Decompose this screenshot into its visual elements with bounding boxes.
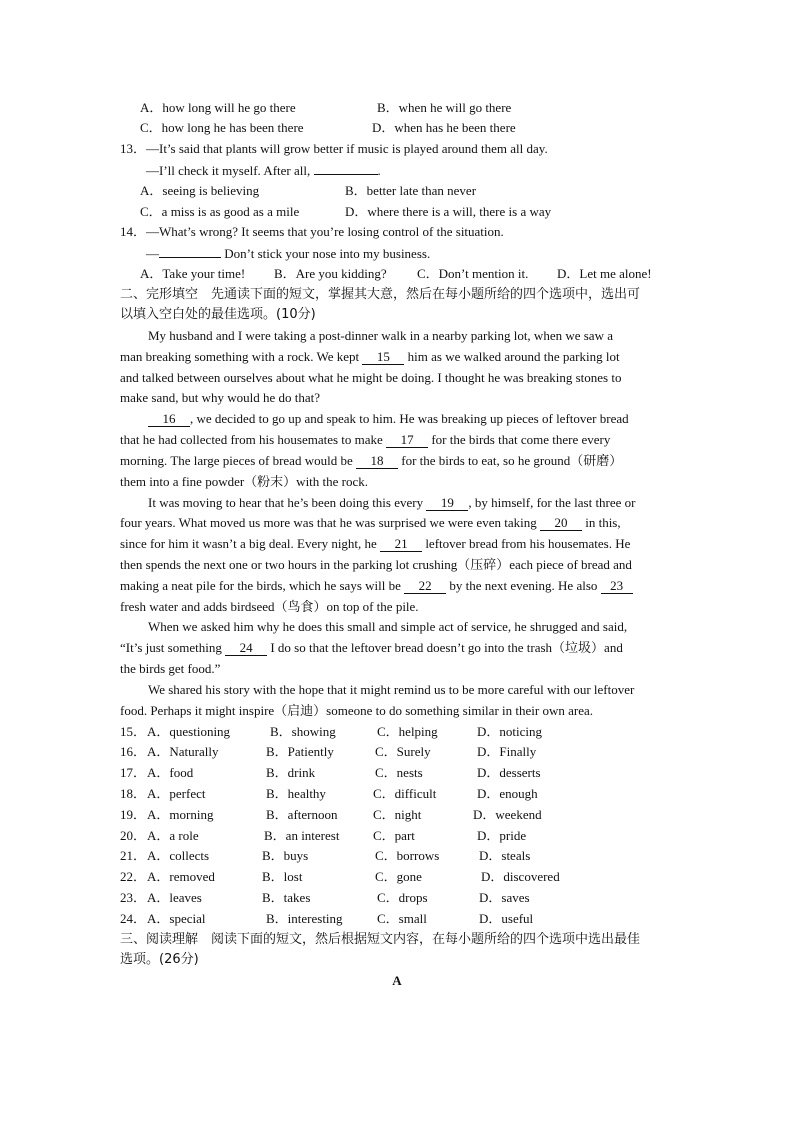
passage-text: We shared his story with the hope that it might remind us to be more careful with our leftover <box>148 682 635 697</box>
q13-options-row2 <box>120 201 680 222</box>
passage-text: in this, <box>581 515 621 530</box>
option-c: C．nests <box>375 765 423 780</box>
passage-text: making a neat pile for the birds, which he says will be <box>120 578 405 593</box>
option-d: D．weekend <box>473 807 542 822</box>
q13-answer-blank <box>314 159 378 175</box>
option-a: A．Naturally <box>147 744 219 759</box>
q13-reply-text: —I’ll check it myself. After all, <box>146 163 314 178</box>
options-row-21 <box>120 845 680 866</box>
passage-text: , we decided to go up and speak to him. He was breaking up pieces of leftover bread <box>190 411 629 426</box>
passage-text: I do so that the leftover bread doesn’t go into the trash（垃圾）and <box>267 640 623 655</box>
option-d: D．discovered <box>481 869 560 884</box>
passage-p2-line1 <box>120 408 680 429</box>
passage-text: , by himself, for the last three or <box>468 495 636 510</box>
q13-options-row1 <box>120 180 680 201</box>
q14-answer-blank <box>159 242 221 258</box>
option-d: D．saves <box>479 890 530 905</box>
option-a: A．leaves <box>147 890 202 905</box>
passage-p1-line2 <box>120 346 680 367</box>
option-b: B．showing <box>270 724 336 739</box>
passage-text: leftover bread from his housemates. He <box>422 536 631 551</box>
option-d: D．steals <box>479 848 531 863</box>
q14-option-b: B．Are you kidding? <box>274 266 387 281</box>
q12-option-c: C．how long he has been there <box>140 120 304 135</box>
q13-reply-end: . <box>377 163 381 178</box>
blank-18: 18 <box>356 453 398 469</box>
option-number: 17． <box>120 765 147 780</box>
option-c: C．difficult <box>373 786 437 801</box>
passage-text: since for him it wasn’t a big deal. Every night, he <box>120 536 381 551</box>
passage-text: for the birds that come there every <box>428 432 611 447</box>
section3-instruction-line1: 三、阅读理解 阅读下面的短文，然后根据短文内容，在每小题所给的四个选项中选出最佳 <box>120 932 641 947</box>
passage-a-heading: A <box>392 973 402 988</box>
passage-p1-line1 <box>120 325 680 346</box>
q14-reply <box>120 242 680 263</box>
q14-stem: 14．—What’s wrong? It seems that you’re losing control of the situation. <box>120 224 504 239</box>
q13-reply <box>120 159 680 180</box>
q13-option-d: D．where there is a will, there is a way <box>345 204 552 219</box>
q12-option-d: D．when has he been there <box>372 120 516 135</box>
option-number: 20． <box>120 828 147 843</box>
passage-text: My husband and I were taking a post-dinner walk in a nearby parking lot, when we saw a <box>148 328 613 343</box>
option-number: 18． <box>120 786 147 801</box>
q12-options-row2 <box>120 117 680 138</box>
option-d: D．enough <box>477 786 538 801</box>
q13-option-c: C．a miss is as good as a mile <box>140 204 300 219</box>
passage-p1-line4: make sand, but why would he do that? <box>120 390 321 405</box>
option-b: B．lost <box>262 869 303 884</box>
passage-p3-line3 <box>120 533 680 554</box>
q14-option-c: C．Don’t mention it. <box>417 266 529 281</box>
passage-p3-line5 <box>120 575 680 596</box>
passage-p4-line1 <box>120 616 680 637</box>
option-b: B．healthy <box>266 786 326 801</box>
option-b: B．Patiently <box>266 744 334 759</box>
options-row-16 <box>120 741 680 762</box>
blank-16: 16 <box>148 411 190 427</box>
option-a: A．perfect <box>147 786 206 801</box>
option-d: D．desserts <box>477 765 541 780</box>
option-a: A．questioning <box>147 724 231 739</box>
option-a: A．removed <box>147 869 215 884</box>
passage-p5-line1 <box>120 679 680 700</box>
passage-p3-line6: fresh water and adds birdseed（鸟食）on top of the pile. <box>120 599 419 614</box>
options-row-22 <box>120 866 680 887</box>
section3-instruction-line2: 选项。(26分) <box>120 952 199 967</box>
option-d: D．pride <box>477 828 527 843</box>
q14-options-row <box>120 263 680 284</box>
option-a: A．special <box>147 911 206 926</box>
option-d: D．noticing <box>477 724 542 739</box>
q13-option-b: B．better late than never <box>345 183 477 198</box>
blank-21: 21 <box>380 536 422 552</box>
passage-text: When we asked him why he does this small and simple act of service, he shrugged and said, <box>148 619 628 634</box>
option-number: 19． <box>120 807 147 822</box>
options-row-24 <box>120 908 680 929</box>
q14-option-a: A．Take your time! <box>140 266 246 281</box>
q12-option-b: B．when he will go there <box>377 100 512 115</box>
option-number: 24． <box>120 911 147 926</box>
passage-text: him as we walked around the parking lot <box>404 349 620 364</box>
option-b: B．interesting <box>266 911 343 926</box>
option-c: C．small <box>377 911 427 926</box>
options-row-19 <box>120 804 680 825</box>
passage-p4-line3: the birds get food.” <box>120 661 221 676</box>
blank-22: 22 <box>404 578 446 594</box>
option-number: 15． <box>120 724 147 739</box>
q14-reply-text: Don’t stick your nose into my business. <box>221 246 431 261</box>
option-d: D．Finally <box>477 744 537 759</box>
option-c: C．Surely <box>375 744 431 759</box>
option-c: C．part <box>373 828 415 843</box>
section2-instruction-line2: 以填入空白处的最佳选项。(10分) <box>120 307 316 322</box>
passage-text: It was moving to hear that he’s been doing this every <box>148 495 427 510</box>
option-b: B．buys <box>262 848 309 863</box>
option-b: B．drink <box>266 765 316 780</box>
passage-p4-line2 <box>120 637 680 658</box>
passage-p3-line2 <box>120 512 680 533</box>
option-b: B．an interest <box>264 828 340 843</box>
option-c: C．night <box>373 807 422 822</box>
passage-text: man breaking something with a rock. We kept <box>120 349 363 364</box>
passage-text: four years. What moved us more was that he was surprised we were even taking <box>120 515 540 530</box>
options-row-23 <box>120 887 680 908</box>
q14-option-d: D．Let me alone! <box>557 266 652 281</box>
passage-p2-line3 <box>120 450 680 471</box>
passage-p1-line3: and talked between ourselves about what he might be doing. I thought he was breaking stones to <box>120 370 622 385</box>
q13-stem: 13．—It’s said that plants will grow better if music is played around them all day. <box>120 141 548 156</box>
blank-17: 17 <box>386 432 428 448</box>
passage-p3-line1 <box>120 492 680 513</box>
options-row-15 <box>120 721 680 742</box>
option-a: A．food <box>147 765 194 780</box>
q14-reply-dash: — <box>146 246 159 261</box>
options-row-17 <box>120 762 680 783</box>
option-number: 22． <box>120 869 147 884</box>
option-a: A．collects <box>147 848 210 863</box>
blank-20: 20 <box>540 515 582 531</box>
options-row-20 <box>120 825 680 846</box>
q13-option-a: A．seeing is believing <box>140 183 260 198</box>
blank-24: 24 <box>225 640 267 656</box>
option-a: A．a role <box>147 828 199 843</box>
passage-text: by the next evening. He also <box>446 578 601 593</box>
section2-instruction-line1: 二、完形填空 先通读下面的短文，掌握其大意，然后在每小题所给的四个选项中，选出可 <box>120 287 641 302</box>
passage-text: that he had collected from his housemates to make <box>120 432 387 447</box>
option-number: 21． <box>120 848 147 863</box>
passage-text: morning. The large pieces of bread would be <box>120 453 356 468</box>
option-c: C．gone <box>375 869 422 884</box>
option-number: 16． <box>120 744 147 759</box>
option-d: D．useful <box>479 911 534 926</box>
passage-p5-line2: food. Perhaps it might inspire（启迪）someone to do something similar in their own area. <box>120 703 593 718</box>
option-c: C．helping <box>377 724 438 739</box>
passage-p2-line4: them into a fine powder（粉末）with the rock. <box>120 474 369 489</box>
option-a: A．morning <box>147 807 214 822</box>
passage-p3-line4: then spends the next one or two hours in the parking lot crushing（压碎）each piece of bread and <box>120 557 632 572</box>
passage-text: for the birds to eat, so he ground（研磨） <box>397 453 623 468</box>
option-b: B．afternoon <box>266 807 338 822</box>
passage-text: “It’s just something <box>120 640 226 655</box>
options-row-18 <box>120 783 680 804</box>
passage-p2-line2 <box>120 429 680 450</box>
blank-19: 19 <box>426 495 468 511</box>
q12-options-row1 <box>120 97 680 118</box>
option-number: 23． <box>120 890 147 905</box>
option-b: B．takes <box>262 890 311 905</box>
option-c: C．borrows <box>375 848 440 863</box>
option-c: C．drops <box>377 890 428 905</box>
blank-23: 23 <box>601 578 633 594</box>
q12-option-a: A．how long will he go there <box>140 100 296 115</box>
blank-15: 15 <box>362 349 404 365</box>
